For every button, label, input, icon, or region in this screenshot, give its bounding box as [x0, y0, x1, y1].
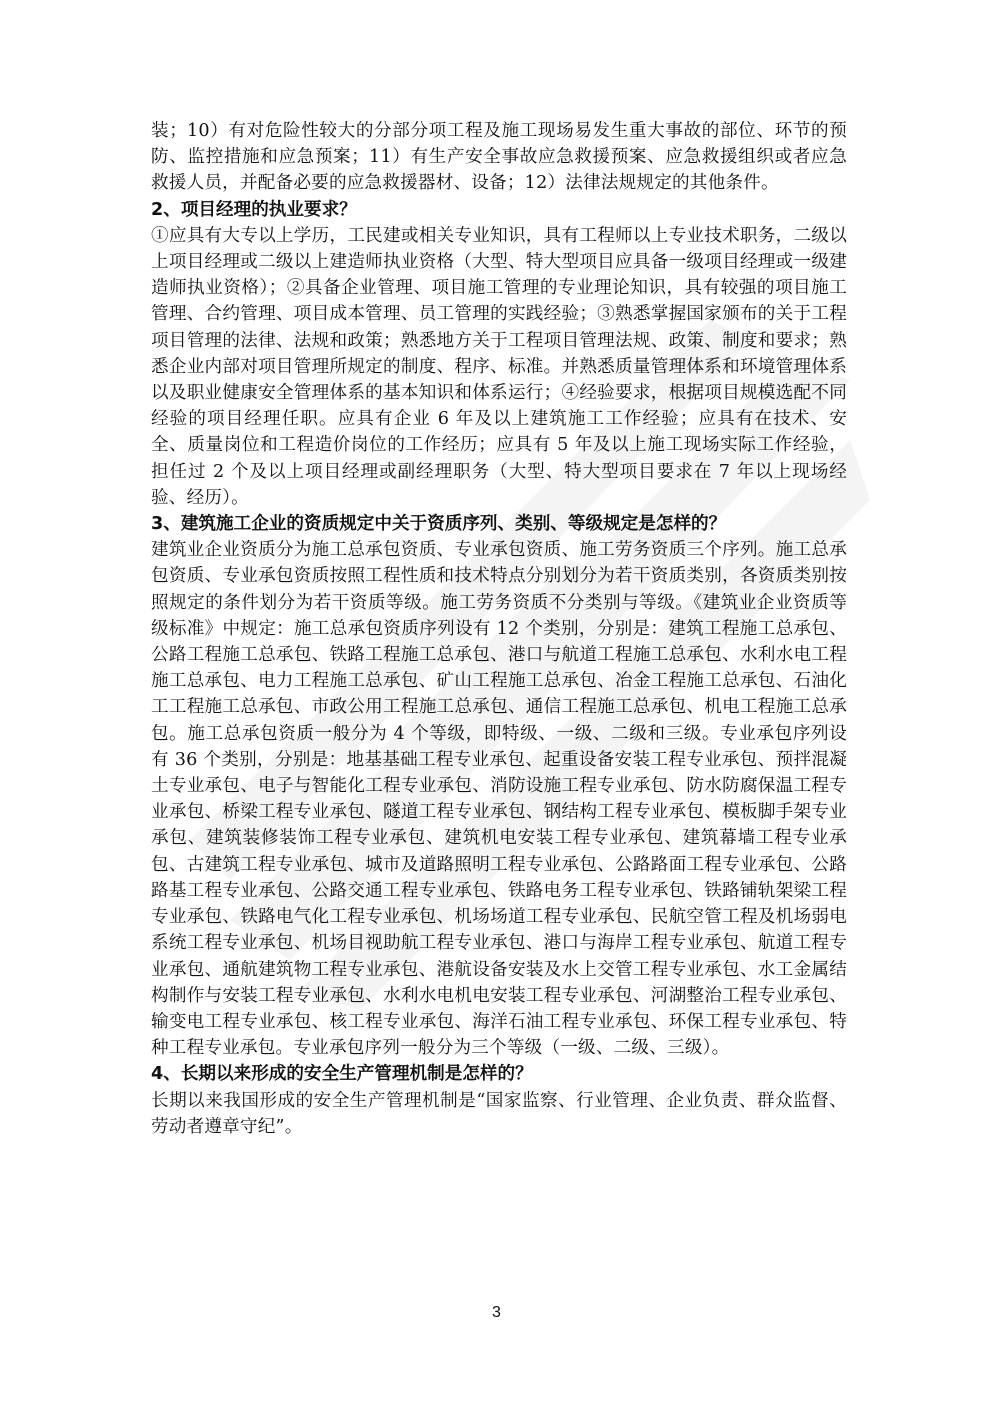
paragraph-qualification-rules: 建筑业企业资质分为施工总承包资质、专业承包资质、施工劳务资质三个序列。施工总承包资质、专业承包资质按照工程性质和技术特点分别划分为若干资质类别，各资质类别按照规定的条件划分为若干资质等级。施工劳务资质不分类别与等级。《建筑业企业资质等级标准》中规定：施工总承包资质序列设有 12 个类别，分别是：建筑工程施工总承包、公路工程施工总承包、铁路工程施工总承包、港口与航道工程施工总承包、水利水电工程施工总承包、电力工程施工总承包、矿山工程施工总承包、冶金工程施工总承包、石油化工工程施工总承包、市政公用工程施工总承包、通信工程施工总承包、机电工程施工总承包。施工总承包资质一般分为 4 个等级，即特级、一级、二级和三级。专业承包序列设有 36 个类别，分别是：地基基础工程专业承包、起重设备安装工程专业承包、预拌混凝土专业承包、电子与智能化工程专业承包、消防设施工程专业承包、防水防腐保温工程专业承包、桥梁工程专业承包、隧道工程专业承包、钢结构工程专业承包、模板脚手架专业承包、建筑装修装饰工程专业承包、建筑机电安装工程专业承包、建筑幕墙工程专业承包、古建筑工程专业承包、城市及道路照明工程专业承包、公路路面工程专业承包、公路路基工程专业承包、公路交通工程专业承包、铁路电务工程专业承包、铁路铺轨架梁工程专业承包、铁路电气化工程专业承包、机场场道工程专业承包、民航空管工程及机场弱电系统工程专业承包、机场目视助航工程专业承包、港口与海岸工程专业承包、航道工程专业承包、通航建筑物工程专业承包、港航设备安装及水上交管工程专业承包、水工金属结构制作与安装工程专业承包、水利水电机电安装工程专业承包、河湖整治工程专业承包、输变电工程专业承包、核工程专业承包、海洋石油工程专业承包、环保工程专业承包、特种工程专业承包。专业承包序列一般分为三个等级（一级、二级、三级）。 [151, 540, 847, 1059]
document-body [151, 118, 847, 1140]
heading-safety-mechanism: 4、长期以来形成的安全生产管理机制是怎样的？ [151, 1064, 533, 1085]
paragraph-safety-mechanism: 长期以来我国形成的安全生产管理机制是“国家监察、行业管理、企业负责、群众监督、劳动者遵章守纪”。 [151, 1090, 847, 1137]
page-number: 3 [492, 1304, 501, 1321]
paragraph-project-manager-requirements: ①应具有大专以上学历，工民建或相关专业知识，具有工程师以上专业技术职务，二级以上项目经理或二级以上建造师执业资格（大型、特大型项目应具备一级项目经理或一级建造师执业资格）；②具备企业管理、项目施工管理的专业理论知识，具有较强的项目施工管理、合约管理、项目成本管理、员工管理的实践经验；③熟悉掌握国家颁布的关于工程项目管理的法律、法规和政策；熟悉地方关于工程项目管理法规、政策、制度和要求；熟悉企业内部对项目管理所规定的制度、程序、标准。并熟悉质量管理体系和环境管理体系以及职业健康安全管理体系的基本知识和体系运行；④经验要求，根据项目规模选配不同经验的项目经理任职。应具有企业 6 年及以上建筑施工工作经验；应具有在技术、安全、质量岗位和工程造价岗位的工作经历；应具有 5 年及以上施工现场实际工作经验，担任过 2 个及以上项目经理或副经理职务（大型、特大型项目要求在 7 年以上现场经验、经历）。 [151, 225, 847, 508]
paragraph-safety-conditions-end: 装；10）有对危险性较大的分部分项工程及施工现场易发生重大事故的部位、环节的预防、监控措施和应急预案；11）有生产安全事故应急救援预案、应急救援组织或者应急救援人员，并配备必要的应急救援器材、设备；12）法律法规规定的其他条件。 [151, 121, 847, 194]
heading-project-manager-requirements: 2、项目经理的执业要求？ [151, 199, 357, 220]
heading-qualification-rules: 3、建筑施工企业的资质规定中关于资质序列、类别、等级规定是怎样的？ [151, 514, 727, 535]
